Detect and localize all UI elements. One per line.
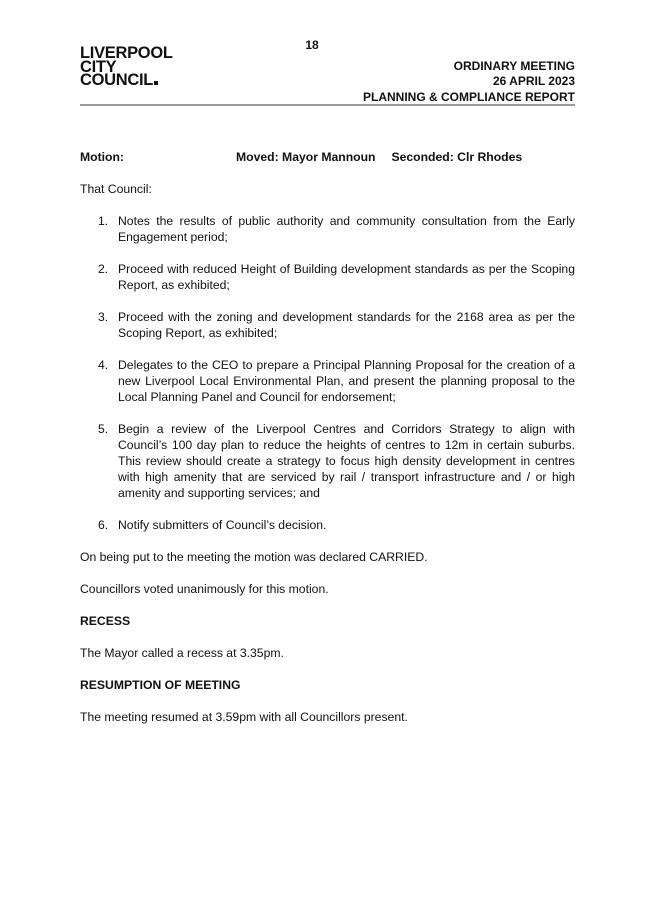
resumption-heading: RESUMPTION OF MEETING xyxy=(80,678,241,692)
list-item xyxy=(80,517,575,533)
motion-result: On being put to the meeting the motion was declared CARRIED. xyxy=(80,550,428,564)
meeting-date: 26 APRIL 2023 xyxy=(492,74,575,88)
motion-seconded: Seconded: Clr Rhodes xyxy=(391,150,523,164)
council-logo xyxy=(80,44,173,89)
list-item xyxy=(80,309,575,341)
item-text: Notify submitters of Council’s decision. xyxy=(118,518,327,532)
logo-line: CITY xyxy=(80,57,117,76)
resumption-text: The meeting resumed at 3.59pm with all Councillors present. xyxy=(80,710,408,724)
item-text: Proceed with reduced Height of Building development standards as per the Scoping Report, as exhibited; xyxy=(118,262,575,292)
recess-heading: RECESS xyxy=(80,614,131,628)
meeting-title: ORDINARY MEETING xyxy=(453,59,575,73)
list-item xyxy=(80,357,575,405)
item-number: 5. xyxy=(98,422,109,436)
report-title: PLANNING & COMPLIANCE REPORT xyxy=(362,90,575,104)
intro-text: That Council: xyxy=(80,182,152,196)
item-number: 2. xyxy=(98,262,109,276)
item-text: Delegates to the CEO to prepare a Principal Planning Proposal for the creation of a new Liverpool Local Environmental Plan, and present the planning proposal to the Local Planning Panel and Council for endorsement; xyxy=(118,358,575,404)
list-item xyxy=(80,213,575,245)
item-text: Begin a review of the Liverpool Centres and Corridors Strategy to align with Council’s 100 day plan to reduce the heights of centres to 12m in certain suburbs. This review should create a strategy to focus high density development in centres with high amenity that are serviced by rail / transport infrastructure and / or high amenity and supporting services; and xyxy=(118,422,575,500)
logo-dot-icon xyxy=(154,81,158,85)
page-number: 18 xyxy=(305,38,319,52)
item-number: 4. xyxy=(98,358,109,372)
list-item xyxy=(80,421,575,501)
vote-text: Councillors voted unanimously for this motion. xyxy=(80,582,329,596)
report-header xyxy=(363,59,575,105)
item-text: Notes the results of public authority and community consultation from the Early Engagement period; xyxy=(118,214,575,244)
item-number: 6. xyxy=(98,518,109,532)
motion-line xyxy=(80,149,575,165)
item-number: 3. xyxy=(98,310,109,324)
motion-moved: Moved: Mayor Mannoun xyxy=(236,150,376,164)
logo-line: COUNCIL xyxy=(80,74,173,88)
document-body xyxy=(80,149,575,725)
recess-text: The Mayor called a recess at 3.35pm. xyxy=(80,646,284,660)
list-item xyxy=(80,261,575,293)
item-text: Proceed with the zoning and development standards for the 2168 area as per the Scoping Report, as exhibited; xyxy=(118,310,575,340)
logo-line: LIVERPOOL xyxy=(80,44,173,62)
header-divider xyxy=(80,104,575,106)
motion-label: Motion: xyxy=(80,150,124,164)
item-number: 1. xyxy=(98,214,109,228)
resolution-list xyxy=(80,213,575,533)
